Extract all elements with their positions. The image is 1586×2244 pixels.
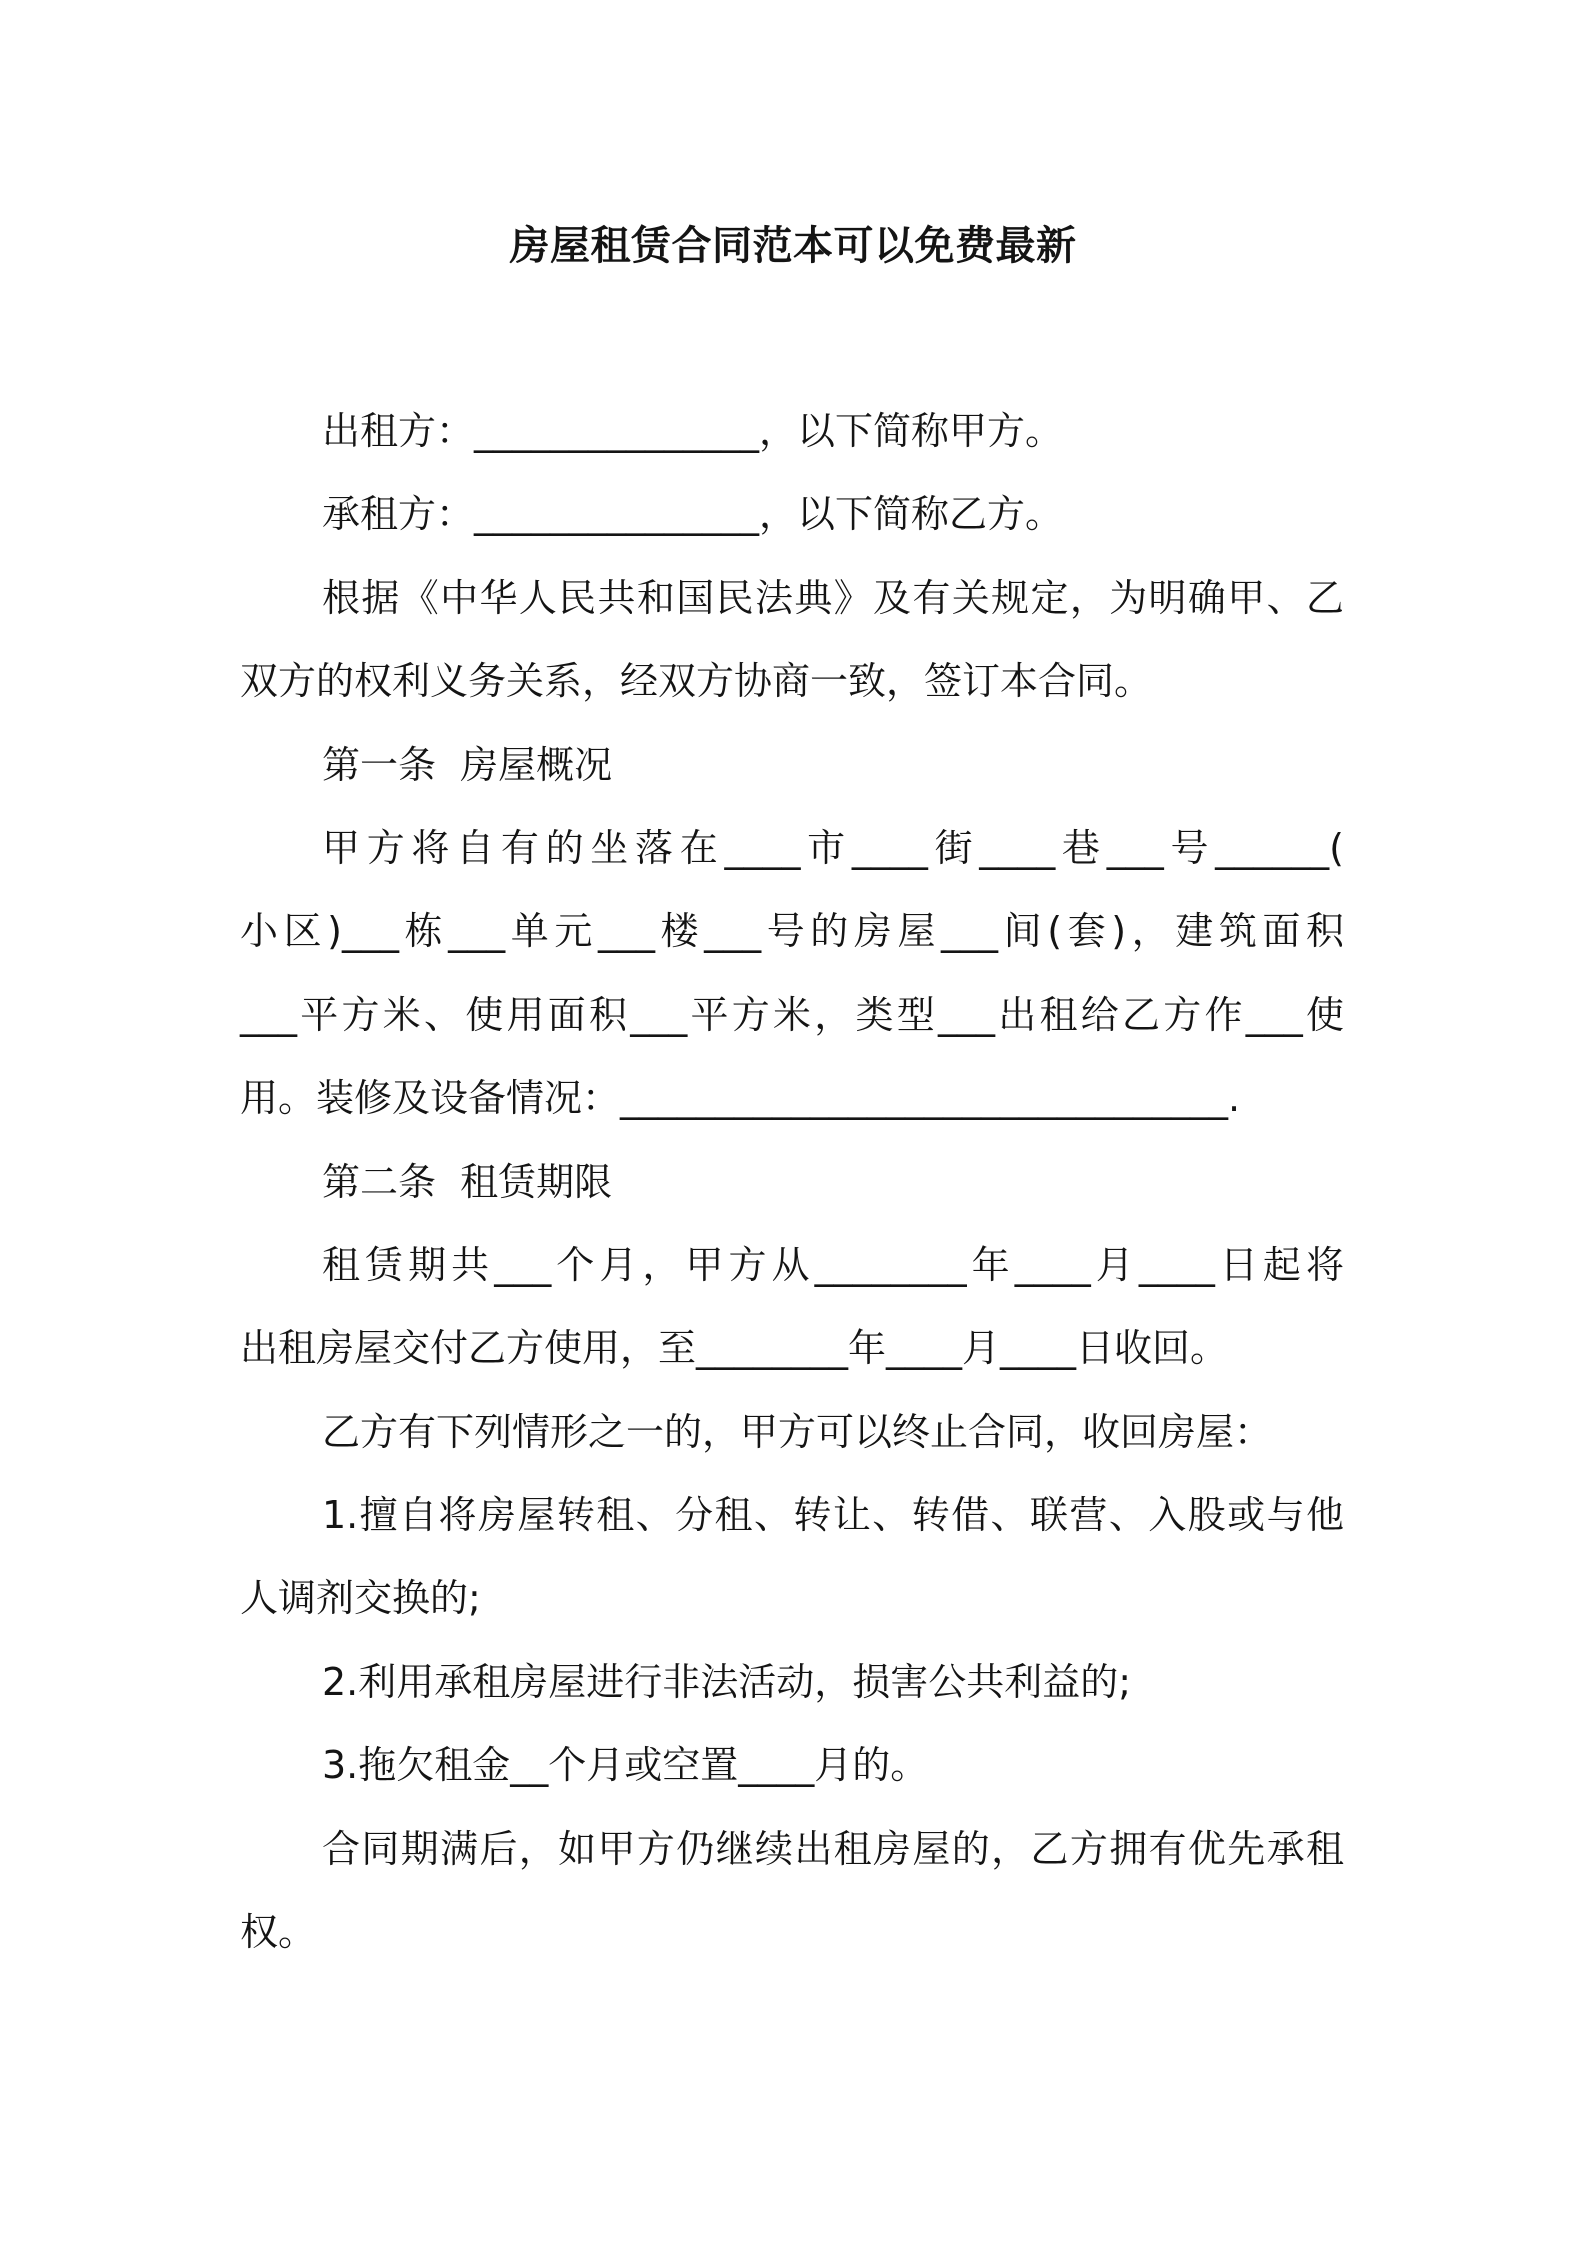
preamble-line: 根据《中华人民共和国民法典》及有关规定，为明确甲、乙: [322, 575, 1344, 620]
termination-item-1-continued: 人调剂交换的;: [240, 1576, 481, 1621]
termination-item-3: 3.拖欠租金__个月或空置____月的。: [322, 1743, 929, 1788]
article-1-line: 小区)___栋___单元___楼___号的房屋___间(套)，建筑面积: [240, 909, 1344, 954]
article-1-section: [240, 724, 1344, 1141]
parties-section: [240, 390, 1344, 557]
article-1-line: 甲方将自有的坐落在____市____街____巷___号______(: [322, 825, 1344, 870]
lessor-line: 出租方：_______________，以下简称甲方。: [322, 409, 1064, 453]
lessee-line: 承租方：_______________，以下简称乙方。: [322, 492, 1064, 537]
termination-intro: 乙方有下列情形之一的，甲方可以终止合同，收回房屋：: [322, 1409, 1273, 1454]
article-1-line: ___平方米、使用面积___平方米，类型___出租给乙方作___使: [240, 992, 1344, 1037]
renewal-line: 合同期满后，如甲方仍继续出租房屋的，乙方拥有优先承租: [322, 1826, 1344, 1871]
article-2-heading: 第二条 租赁期限: [322, 1159, 613, 1204]
article-2-section: [240, 1141, 1344, 1975]
document-title: 房屋租赁合同范本可以免费最新: [509, 223, 1077, 269]
document-body: [240, 390, 1344, 1974]
preamble-line: 双方的权利义务关系，经双方协商一致，签订本合同。: [240, 659, 1153, 704]
article-1-line: 用。装修及设备情况：________________________________.: [240, 1076, 1241, 1121]
article-1-heading: 第一条 房屋概况: [322, 742, 613, 787]
termination-item-2: 2.利用承租房屋进行非法活动，损害公共利益的;: [322, 1659, 1132, 1704]
lease-term-line: 租赁期共___个月，甲方从________年____月____日起将: [322, 1242, 1344, 1287]
termination-item-1: 1.擅自将房屋转租、分租、转让、转借、联营、入股或与他: [322, 1493, 1344, 1538]
renewal-line: 权。: [240, 1910, 317, 1955]
lease-term-line: 出租房屋交付乙方使用，至________年____月____日收回。: [240, 1326, 1229, 1371]
preamble-section: [240, 557, 1344, 724]
